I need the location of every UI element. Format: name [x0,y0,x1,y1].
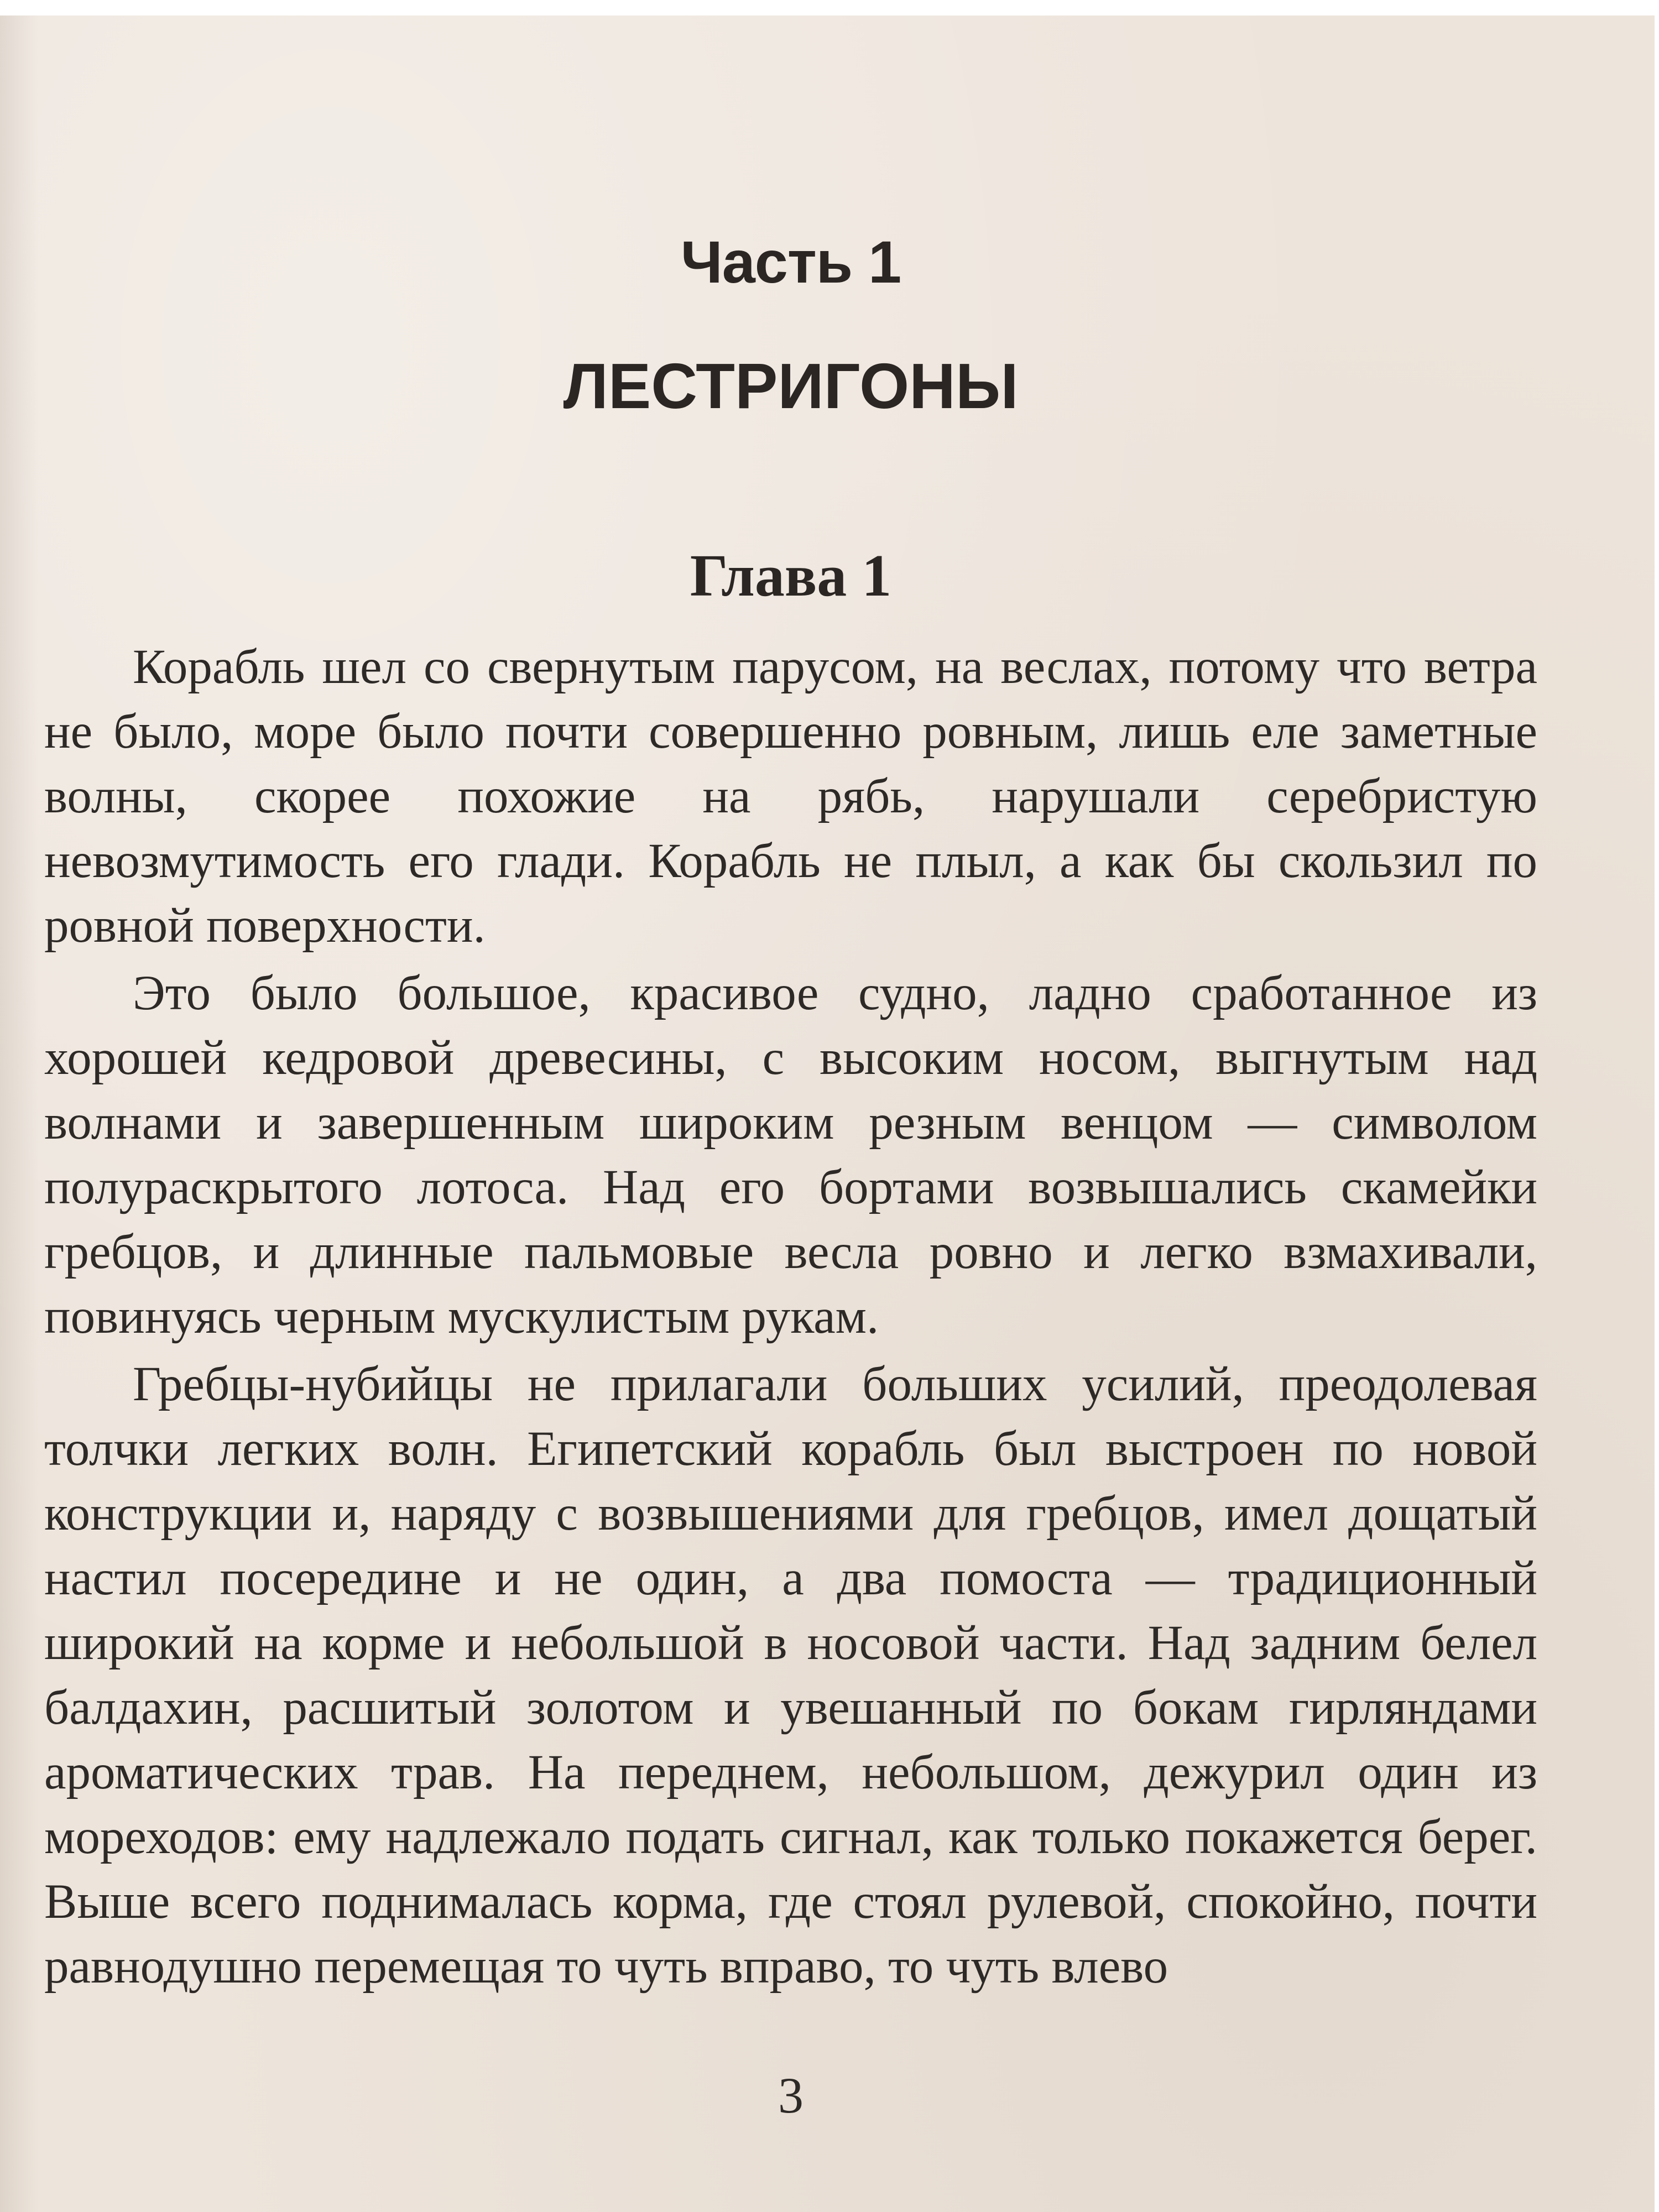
page-number: 3 [778,2067,804,2124]
part-title: Часть 1 [680,228,901,295]
book-page [0,15,1655,2212]
paragraph: Гребцы-нубийцы не прилагали больших усилий, преодолевая толчки легких волн. Египетский корабль был выстроен по новой конструкции и, наряду с возвышениями для гребцов, имел дощатый настил посередине и не один, а два помоста — традиционный широкий на корме и небольшой в носовой части. Над задним белел балдахин, расшитый золотом и увешанный по бокам гирляндами ароматических трав. На переднем, небольшом, дежурил один из мореходов: ему надлежало подать сигнал, как только покажется берег. Выше всего поднималась корма, где стоял рулевой, спокойно, почти равнодушно перемещая то чуть вправо, то чуть влево [44,1357,1537,1994]
paragraph: Это было большое, красивое судно, ладно сработанное из хорошей кедровой древесины, с высоким носом, выгнутым над волнами и завершенным широким резным венцом — символом полураскрытого лотоса. Над его бортами возвышались скамейки гребцов, и длинные пальмовые весла ровно и легко взмахивали, повинуясь черным мускулистым рукам. [44,966,1537,1344]
page-edge-shadow [0,15,39,2212]
part-name: ЛЕСТРИГОНЫ [563,350,1019,422]
chapter-title: Глава 1 [690,543,892,609]
paragraph: Корабль шел со свернутым парусом, на веслах, потому что ветра не было, море было почти совершенно ровным, лишь еле заметные волны, скорее похожие на рябь, нарушали серебристую невозмутимость его глади. Корабль не плыл, а как бы скользил по ровной поверхности. [44,640,1537,953]
body-text [44,635,1537,2002]
